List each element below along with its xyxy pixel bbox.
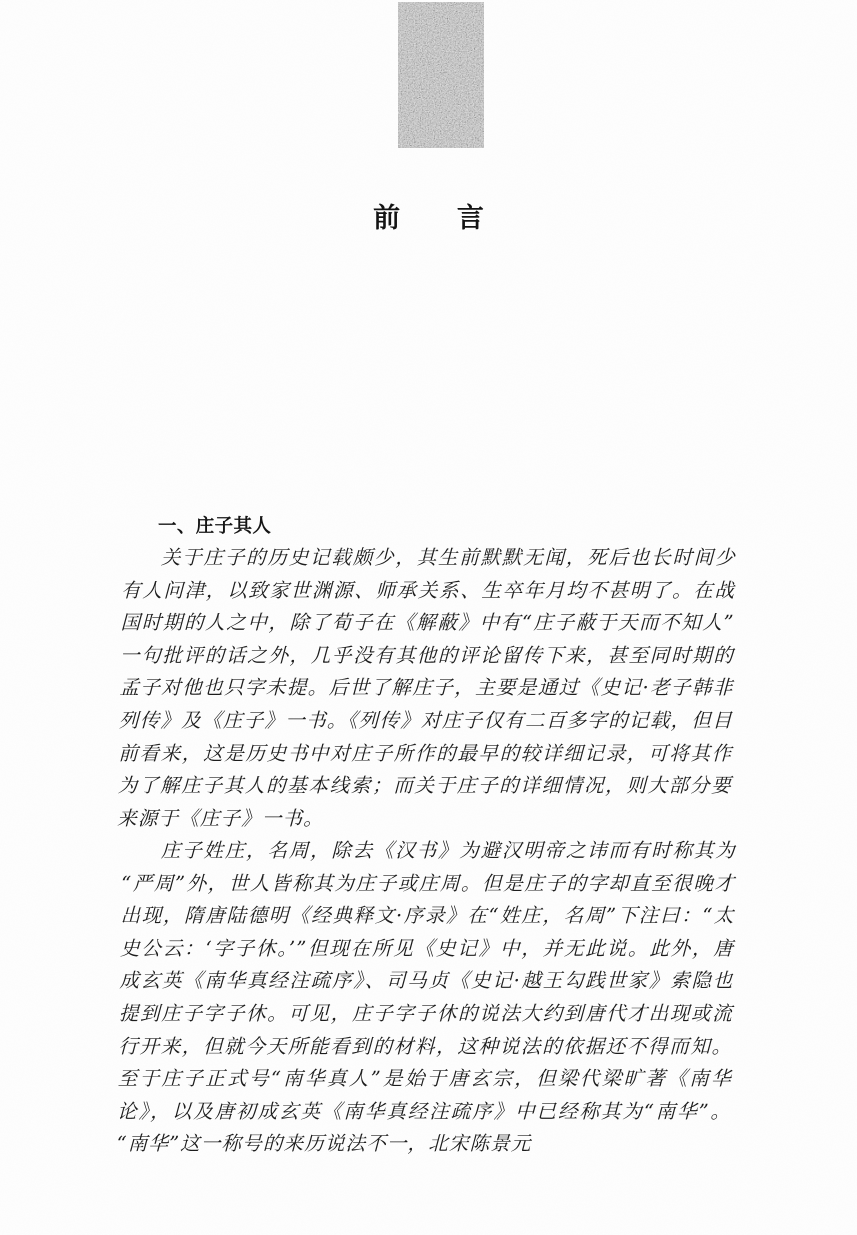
body-paragraph: 庄子姓庄，名周，除去《汉书》为避汉明帝之讳而有时称其为“严周”外，世人皆称其为庄子或庄周。但是庄子的字却直至很晚才出现，隋唐陆德明《经典释文·序录》在“姓庄，名周”下注曰：“太史公云：‘字子休。’”但现在所见《史记》中，并无此说。此外，唐成玄英《南华真经注疏序》、司马贞《史记·越王勾践世家》索隐也提到庄子字子休。可见，庄子字子休的说法大约到唐代才出现或流行开来，但就今天所能看到的材料，这种说法的依据还不得而知。至于庄子正式号“南华真人”是始于唐玄宗，但梁代梁旷著《南华论》，以及唐初成玄英《南华真经注疏序》中已经称其为“南华”。“南华”这一称号的来历说法不一，北宋陈景元 <box>116 839 736 1156</box>
body-content <box>116 512 736 1161</box>
body-paragraph: 关于庄子的历史记载颇少，其生前默默无闻，死后也长时间少有人问津，以致家世渊源、师承关系、生卒年月均不甚明了。在战国时期的人之中，除了荀子在《解蔽》中有“庄子蔽于天而不知人”一句批评的话之外，几乎没有其他的评论留传下来，甚至同时期的孟子对他也只字未提。后世了解庄子，主要是通过《史记·老子韩非列传》及《庄子》一书。《列传》对庄子仅有二百多字的记载，但目前看来，这是历史书中对庄子所作的最早的较详细记录，可将其作为了解庄子其人的基本线索；而关于庄子的详细情况，则大部分要来源于《庄子》一书。 <box>116 546 736 830</box>
noise-texture-ornament <box>398 2 484 148</box>
noise-texture-icon <box>398 2 484 148</box>
section-heading: 一、庄子其人 <box>158 516 272 537</box>
page-title: 前 言 <box>373 203 499 234</box>
